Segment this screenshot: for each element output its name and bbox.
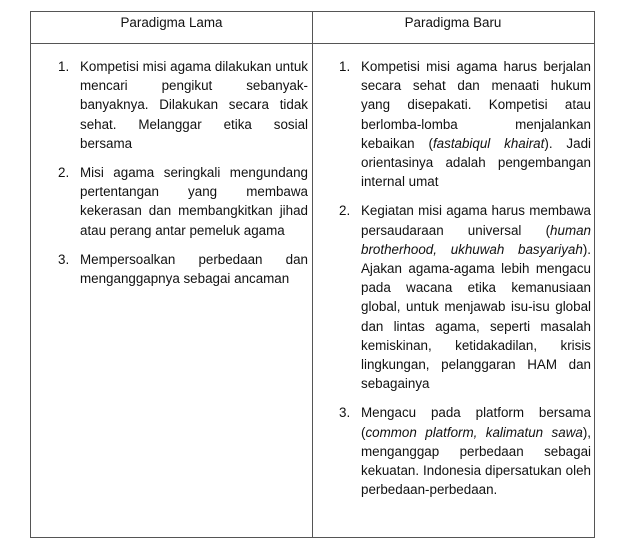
column-divider xyxy=(312,12,313,537)
new-paradigm-list xyxy=(335,57,591,499)
item-text: Kompetisi misi agama dilakukan untuk mencari pengikut sebanyak-banyaknya. Dilakukan secara tidak sehat. Melanggar etika sosial bersama xyxy=(80,59,308,151)
item-number: 1. xyxy=(58,59,70,74)
list-item xyxy=(54,57,308,153)
item-text: ). Ajakan agama-agama lebih mengacu pada wacana etika kemanusiaan global, untuk menjawab isu-isu global dan lintas agama, seperti masalah kemiskinan, ketidakadilan, krisis lingkungan, pelanggaran HAM dan sebagainya xyxy=(361,241,591,392)
item-text: ), menganggap perbedaan sebagai kekuatan. Indonesia dipersatukan oleh perbedaan-perbedaan. xyxy=(361,424,591,498)
item-italic-term: fastabiqul khairat xyxy=(432,135,545,151)
item-text: Kompetisi misi agama harus berjalan secara sehat dan menaati hukum yang disepakati. Kompetisi atau berlomba-lomba menjalankan kebaikan ( xyxy=(361,59,591,151)
column-paradigma-baru xyxy=(335,44,591,509)
item-italic-term: common platform, kalimatun sawa xyxy=(365,424,583,440)
item-text: ). Jadi orientasinya adalah pengembangan internal umat xyxy=(361,135,591,190)
item-text: Mengacu pada platform bersama ( xyxy=(361,405,591,440)
item-text: Mempersoalkan perbedaan dan menganggapnya sebagai ancaman xyxy=(80,251,308,287)
column-paradigma-lama xyxy=(54,44,308,298)
item-number: 2. xyxy=(58,165,70,181)
item-number: 2. xyxy=(339,203,351,219)
list-item xyxy=(54,163,308,240)
header-paradigma-baru: Paradigma Baru xyxy=(404,15,502,30)
item-number: 3. xyxy=(339,405,351,421)
item-italic-term: human brotherhood, ukhuwah basyariyah xyxy=(361,222,591,257)
list-item xyxy=(54,250,308,288)
header-paradigma-lama: Paradigma Lama xyxy=(120,15,223,30)
item-text: Kegiatan misi agama harus membawa persaudaraan universal ( xyxy=(361,203,591,238)
item-number: 1. xyxy=(339,59,351,74)
list-item xyxy=(335,403,591,499)
comparison-table xyxy=(30,11,595,538)
list-item xyxy=(335,201,591,393)
item-text: Misi agama seringkali mengundang pertentangan yang membawa kekerasan dan membangkitkan jihad atau perang antar pemeluk agama xyxy=(80,165,308,238)
old-paradigm-list xyxy=(54,57,308,288)
item-number: 3. xyxy=(58,251,70,267)
list-item xyxy=(335,57,591,191)
